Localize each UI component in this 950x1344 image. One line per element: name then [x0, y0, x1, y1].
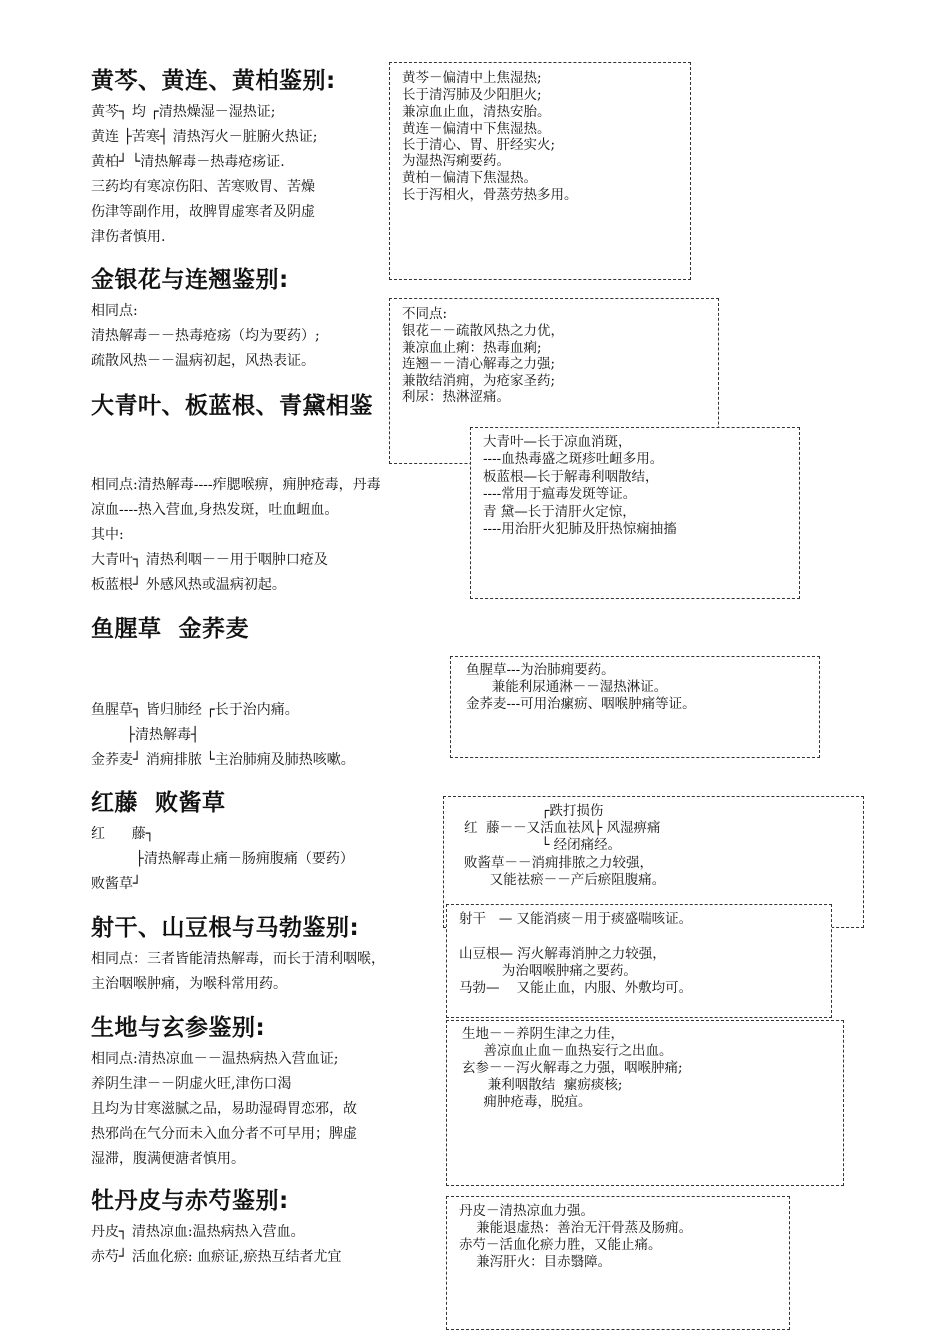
s8-box-line: 兼能退虚热：善治无汗骨蒸及肠痈。: [459, 1220, 693, 1236]
section-title-jinyinhua: 金银花与连翘鉴别:: [91, 267, 289, 293]
s3-box-line: 大青叶—长于凉血消斑，: [483, 434, 632, 450]
s2-box-line: 兼凉血止痢：热毒血痢;: [402, 340, 542, 356]
s4-box-line: 兼能利尿通淋－－湿热淋证。: [466, 679, 668, 695]
s5-box-line: 又能祛瘀－－产后瘀阻腹痛。: [464, 872, 666, 888]
section-title-shegan: 射干、山豆根与马勃鉴别:: [91, 915, 360, 941]
s5-line: 败酱草┘: [91, 876, 142, 892]
s7-line: 相同点:清热凉血－－温热病热入营血证;: [91, 1051, 339, 1067]
s3-line: 板蓝根┘ 外感风热或温病初起。: [91, 577, 286, 593]
section-title-yuxingcao: 鱼腥草 金荞麦: [91, 616, 250, 642]
s1-line: 三药均有寒凉伤阳、苦寒败胃、苦燥: [91, 179, 315, 195]
s1-line: 伤津等副作用，故脾胃虚寒者及阴虚: [91, 204, 315, 220]
s7-line: 热邪尚在气分而未入血分者不可早用；脾虚: [91, 1126, 357, 1142]
s1-line: 津伤者慎用.: [91, 229, 166, 245]
s1-box-line: 黄芩－偏清中上焦湿热;: [402, 70, 542, 86]
s1-line: 黄芩┐ 均 ┌清热燥湿－湿热证;: [91, 104, 276, 120]
s4-box-line: 金荞麦---可用治瘰疬、咽喉肿痛等证。: [466, 696, 696, 712]
s7-box-line: 生地－－养阴生津之力佳，: [462, 1026, 624, 1042]
s2-line: 清热解毒－－热毒疮疡（均为要药）;: [91, 328, 320, 344]
s3-box-line: ----常用于瘟毒发斑等证。: [483, 486, 637, 502]
s2-box-line: 连翘－－清心解毒之力强;: [402, 356, 556, 372]
s5-box-line: 败酱草－－消痈排脓之力较强，: [464, 855, 653, 871]
s7-line: 湿滞，腹满便溏者慎用。: [91, 1151, 245, 1167]
s8-box-line: 兼泻肝火：目赤翳障。: [459, 1254, 612, 1270]
s1-box-line: 黄连－偏清中下焦湿热。: [402, 121, 551, 137]
s6-box-line: 为治咽喉肿痛之要药。: [459, 963, 637, 979]
s2-box-line: 不同点:: [402, 306, 448, 322]
s8-box-line: 丹皮－清热凉血力强。: [459, 1203, 594, 1219]
s7-line: 且均为甘寒滋腻之品，易助湿碍胃恋邪，故: [91, 1101, 357, 1117]
s4-box-line: 鱼腥草---为治肺痈要药。: [466, 662, 615, 678]
s3-box-line: ----用治肝火犯肺及肝热惊痫抽搐: [483, 521, 677, 537]
s3-line: 大青叶┐ 清热利咽－－用于咽肿口疮及: [91, 552, 328, 568]
section-title-mudanpi: 牡丹皮与赤芍鉴别:: [91, 1188, 289, 1214]
s7-box-line: 痈肿疮毒，脱疽。: [462, 1094, 592, 1110]
s8-box-line: 赤芍－活血化瘀力胜，又能止痛。: [459, 1237, 662, 1253]
s3-box-line: 板蓝根—长于解毒利咽散结，: [483, 469, 659, 485]
s6-box-line: 马勃— 又能止血，内服、外敷均可。: [459, 980, 693, 996]
s1-box-line: 长于泻相火，骨蒸劳热多用。: [402, 187, 578, 203]
s7-box-line: 玄参－－泻火解毒之力强，咽喉肿痛;: [462, 1060, 683, 1076]
s6-box-line: 山豆根— 泻火解毒消肿之力较强，: [459, 946, 666, 962]
s5-box-line: └ 经闭痛经。: [464, 837, 622, 853]
s2-box-line: 银花－－疏散风热之力优，: [402, 323, 564, 339]
section-title-huangqin: 黄芩、黄连、黄柏鉴别:: [91, 68, 336, 94]
s5-box-line: ┌跌打损伤: [464, 803, 604, 819]
s1-line: 黄连 ├苦寒┤ 清热泻火－脏腑火热证;: [91, 129, 318, 145]
s3-line: 相同点:清热解毒----痄腮喉痹，痈肿疮毒，丹毒: [91, 477, 381, 493]
s1-box-line: 黄柏－偏清下焦湿热。: [402, 170, 537, 186]
s2-box-line: 利尿：热淋涩痛。: [402, 389, 510, 405]
s7-box-line: 善凉血止血－血热妄行之出血。: [462, 1043, 673, 1059]
s8-line: 丹皮┐ 清热凉血:温热病热入营血。: [91, 1224, 305, 1240]
s3-box-line: ----血热毒盛之斑疹吐衄多用。: [483, 451, 664, 467]
s5-line: 红 藤┐: [91, 826, 155, 842]
s1-box-line: 长于清心、胃、肝经实火;: [402, 137, 556, 153]
s8-line: 赤芍┘ 活血化瘀: 血瘀证,瘀热互结者尤宜: [91, 1249, 342, 1265]
s3-line: 凉血----热入营血,身热发斑，吐血衄血。: [91, 502, 339, 518]
s2-line: 疏散风热－－温病初起，风热表证。: [91, 353, 315, 369]
s2-line: 相同点:: [91, 303, 138, 319]
s1-line: 黄柏┘ └清热解毒－热毒疮疡证.: [91, 154, 285, 170]
s4-line: 金荞麦┘ 消痈排脓 └主治肺痈及肺热咳嗽。: [91, 752, 355, 768]
s1-box-line: 长于清泻肺及少阳胆火;: [402, 87, 542, 103]
s6-line: 相同点：三者皆能清热解毒，而长于清利咽喉，: [91, 951, 385, 967]
s5-box-line: 红 藤－－又活血祛风├ 风湿痹痛: [464, 820, 661, 836]
s1-box-line: 为湿热泻痢要药。: [402, 153, 510, 169]
s4-line: 鱼腥草┐ 皆归肺经 ┌长于治内痛。: [91, 702, 299, 718]
section-title-daqingye: 大青叶、板蓝根、青黛相鉴: [91, 393, 373, 419]
s2-box-line: 兼散结消痈，为疮家圣药;: [402, 373, 556, 389]
s4-line: ├清热解毒┤: [91, 727, 200, 743]
s5-line: ├清热解毒止痛－肠痈腹痛（要药）: [91, 851, 354, 867]
s6-box-line: 射干 — 又能消痰－用于痰盛喘咳证。: [459, 911, 693, 927]
s1-box-line: 兼凉血止血，清热安胎。: [402, 104, 551, 120]
s3-box-line: 青 黛—长于清肝火定惊，: [483, 504, 636, 520]
s6-line: 主治咽喉肿痛，为喉科常用药。: [91, 976, 287, 992]
s7-box-line: 兼利咽散结 瘰疬痰核;: [462, 1077, 623, 1093]
section-title-shengdi: 生地与玄参鉴别:: [91, 1015, 266, 1041]
section-title-hongteng: 红藤 败酱草: [91, 790, 226, 816]
s7-line: 养阴生津－－阴虚火旺,津伤口渴: [91, 1076, 292, 1092]
s3-line: 其中:: [91, 527, 124, 543]
